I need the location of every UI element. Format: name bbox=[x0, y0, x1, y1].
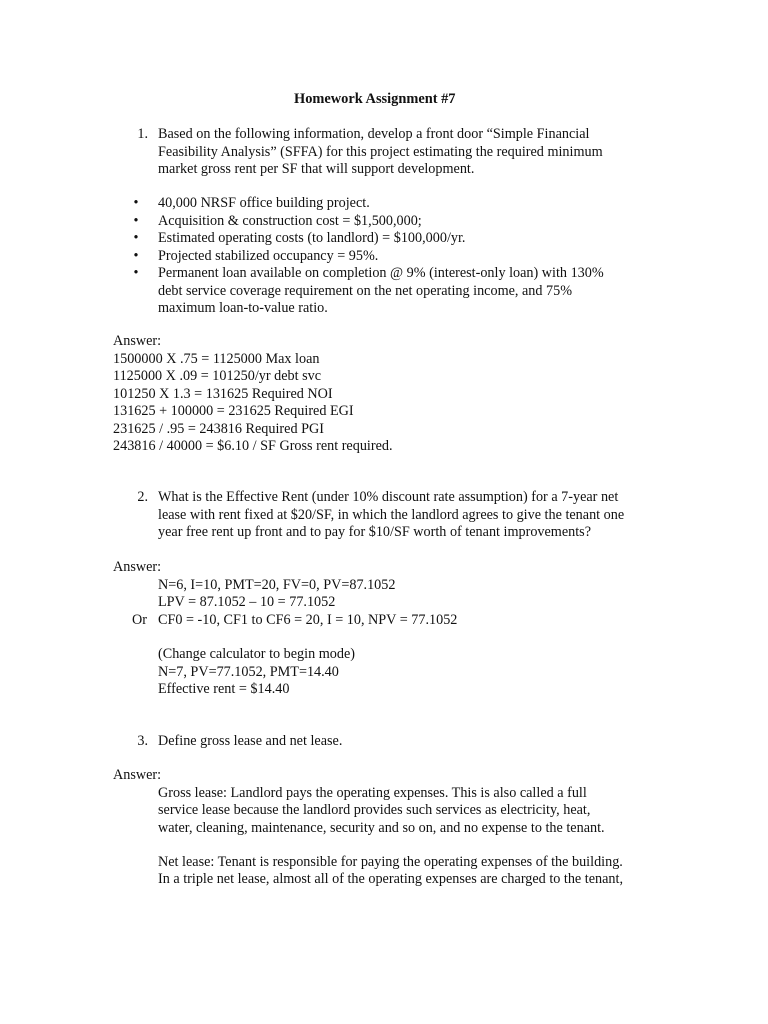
bullet-item-line: 40,000 NRSF office building project. bbox=[158, 195, 370, 211]
answer-line: In a triple net lease, almost all of the operating expenses are charged to the tenant, bbox=[158, 871, 623, 887]
bullet-item-line: debt service coverage requirement on the net operating income, and 75% bbox=[158, 282, 573, 299]
bullet-item bbox=[158, 195, 370, 213]
answer-line: LPV = 87.1052 – 10 = 77.1052 bbox=[158, 594, 336, 610]
bullet-icon: • bbox=[133, 265, 139, 281]
question-1-text bbox=[158, 126, 603, 179]
answer-line: N=7, PV=77.1052, PMT=14.40 bbox=[158, 663, 339, 680]
answer-line: 243816 / 40000 = $6.10 / SF Gross rent required. bbox=[113, 438, 393, 454]
question-1-number: 1. bbox=[137, 126, 148, 142]
question-3-text bbox=[158, 733, 342, 751]
answer-line: N=6, I=10, PMT=20, FV=0, PV=87.1052 bbox=[158, 576, 396, 593]
answer-line: Gross lease: Landlord pays the operating expenses. This is also called a full bbox=[158, 784, 587, 801]
answer-line: (Change calculator to begin mode) bbox=[158, 646, 355, 662]
question-1-line: market gross rent per SF that will support development. bbox=[158, 161, 475, 177]
bullet-item bbox=[158, 248, 378, 266]
answer-3-label: Answer: bbox=[113, 767, 162, 783]
question-2-text bbox=[158, 489, 624, 542]
bullet-item bbox=[158, 213, 422, 231]
answer-line: 231625 / .95 = 243816 Required PGI bbox=[113, 420, 324, 437]
bullet-item bbox=[158, 230, 465, 248]
answer-line: Effective rent = $14.40 bbox=[158, 681, 290, 697]
bullet-icon: • bbox=[133, 247, 139, 264]
answer-2-calculations bbox=[158, 577, 395, 612]
answer-line: 131625 + 100000 = 231625 Required EGI bbox=[113, 403, 354, 419]
question-1-line: Feasibility Analysis” (SFFA) for this project estimating the required minimum bbox=[158, 143, 603, 160]
question-2-line: What is the Effective Rent (under 10% discount rate assumption) for a 7-year net bbox=[158, 489, 619, 505]
answer-1-calculations bbox=[113, 351, 393, 456]
question-3-number: 3. bbox=[137, 733, 148, 749]
page-title: Homework Assignment #7 bbox=[294, 91, 456, 107]
answer-line: service lease because the landlord provides such services as electricity, heat, bbox=[158, 802, 591, 818]
bullet-item-line: Projected stabilized occupancy = 95%. bbox=[158, 247, 379, 264]
question-3-line: Define gross lease and net lease. bbox=[158, 733, 343, 749]
answer-line: CF0 = -10, CF1 to CF6 = 20, I = 10, NPV = 77.1052 bbox=[158, 611, 458, 628]
bullet-item-line: Permanent loan available on completion @ 9% (interest-only loan) with 130% bbox=[158, 265, 604, 281]
answer-line: water, cleaning, maintenance, security and so on, and no expense to the tenant. bbox=[158, 819, 605, 836]
bullet-icon: • bbox=[133, 230, 139, 246]
bullet-item-line: Estimated operating costs (to landlord) = $100,000/yr. bbox=[158, 230, 466, 246]
gross-lease-definition bbox=[158, 785, 605, 838]
answer-line: 1500000 X .75 = 1125000 Max loan bbox=[113, 350, 320, 367]
answer-line: 1125000 X .09 = 101250/yr debt svc bbox=[113, 368, 322, 384]
answer-line: Net lease: Tenant is responsible for paying the operating expenses of the building. bbox=[158, 853, 623, 870]
bullet-item-line: Acquisition & construction cost = $1,500,000; bbox=[158, 212, 422, 229]
question-1-line: Based on the following information, develop a front door “Simple Financial bbox=[158, 126, 590, 142]
question-2-line: lease with rent fixed at $20/SF, in which the landlord agrees to give the tenant one bbox=[158, 506, 625, 523]
or-label: Or bbox=[132, 611, 147, 628]
bullet-icon: • bbox=[133, 212, 139, 229]
answer-2-label: Answer: bbox=[113, 559, 162, 575]
question-2-number: 2. bbox=[137, 489, 148, 505]
bullet-item bbox=[158, 265, 604, 318]
answer-line: 101250 X 1.3 = 131625 Required NOI bbox=[113, 385, 333, 402]
net-lease-definition bbox=[158, 854, 623, 889]
answer-2-begin-mode bbox=[158, 646, 355, 699]
bullet-icon: • bbox=[133, 195, 139, 211]
question-2-line: year free rent up front and to pay for $10/SF worth of tenant improvements? bbox=[158, 524, 591, 540]
bullet-item-line: maximum loan-to-value ratio. bbox=[158, 300, 328, 316]
answer-1-label: Answer: bbox=[113, 333, 162, 349]
